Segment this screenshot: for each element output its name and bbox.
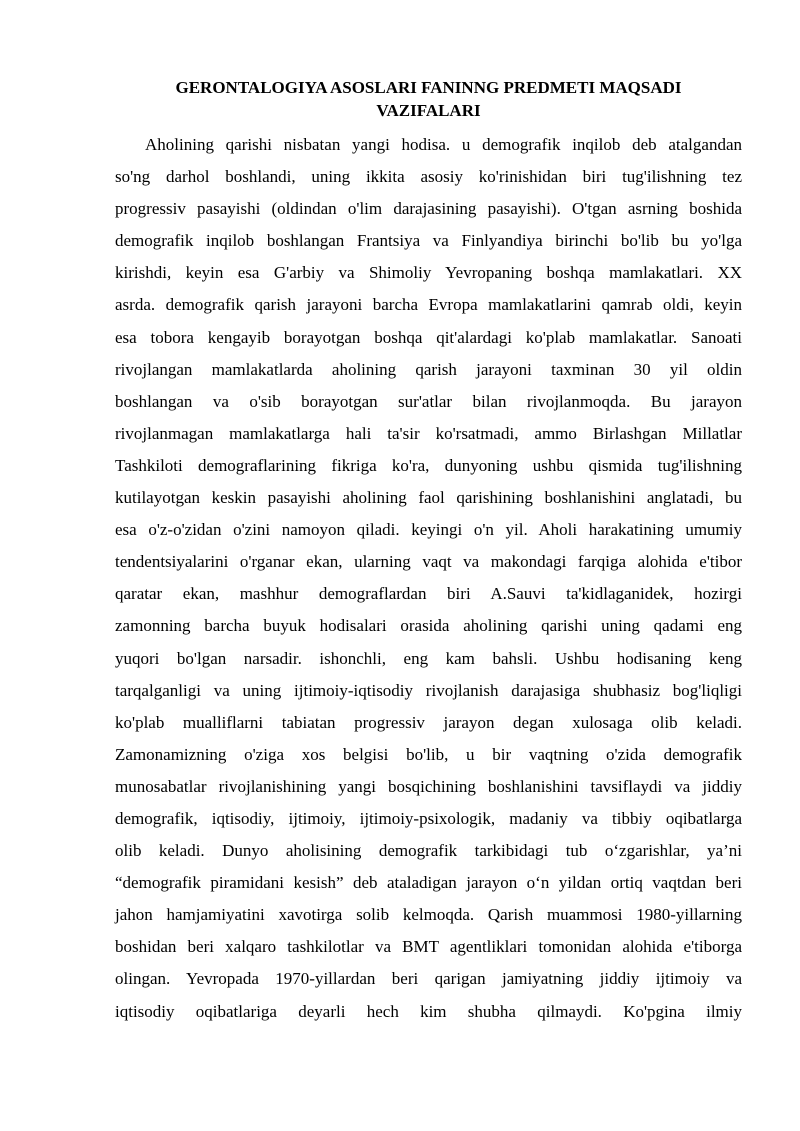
paragraph-line: boshidan beri xalqaro tashkilotlar va BMT agentliklari tomonidan alohida e'tiborga [115,937,742,957]
paragraph-line: rivojlanmagan mamlakatlarga hali ta'sir ko'rsatmadi, ammo Birlashgan Millatlar [115,423,742,443]
paragraph-line: olib keladi. Dunyo aholisining demografik tarkibidagi tub o‘zgarishlar, ya’ni [115,841,742,861]
document-title [115,76,742,122]
paragraph-line: zamonning barcha buyuk hodisalari orasida aholining qarishi uning qadami eng [115,616,742,636]
paragraph-line: esa o'z-o'zidan o'zini namoyon qiladi. keyingi o'n yil. Aholi harakatining umumiy [115,520,742,540]
paragraph-line: yuqori bo'lgan narsadir. ishonchli, eng kam bahsli. Ushbu hodisaning keng [115,648,742,668]
paragraph-line: Aholining qarishi nisbatan yangi hodisa. u demografik inqilob deb atalgandan [145,135,742,154]
paragraph-line: demografik, iqtisodiy, ijtimoiy, ijtimoiy-psixologik, madaniy va tibbiy oqibatlarga [115,808,742,828]
paragraph-line: boshlangan va o'sib borayotgan sur'atlar bilan rivojlanmoqda. Bu jarayon [115,391,742,411]
paragraph-line: so'ng darhol boshlandi, uning ikkita asosiy ko'rinishidan biri tug'ilishning tez [115,167,742,187]
paragraph-line: esa tobora kengayib borayotgan boshqa qit'alardagi ko'plab mamlakatlar. Sanoati [115,327,742,347]
paragraph-line: Zamonamizning o'ziga xos belgisi bo'lib, u bir vaqtning o'zida demografik [115,744,742,764]
paragraph-line: munosabatlar rivojlanishining yangi bosqichining boshlanishini tavsiflaydi va jiddiy [115,776,742,796]
paragraph-line: asrda. demografik qarish jarayoni barcha Evropa mamlakatlarini qamrab oldi, keyin [115,295,742,315]
paragraph-line: olingan. Yevropada 1970-yillardan beri qarigan jamiyatning jiddiy ijtimoiy va [115,969,742,989]
paragraph-line: “demografik piramidani kesish” deb ataladigan jarayon o‘n yildan ortiq vaqtdan beri [115,873,742,893]
title-line-1: GERONTALOGIYA ASOSLARI FANINNG PREDMETI MAQSADI [175,78,682,97]
paragraph-line: demografik inqilob boshlangan Frantsiya va Finlyandiya birinchi bo'lib bu yo'lga [115,231,742,251]
paragraph-line: kutilayotgan keskin pasayishi aholining faol qarishining boshlanishini anglatadi, bu [115,488,742,508]
paragraph-line: tendentsiyalarini o'rganar ekan, ularning vaqt va makondagi farqiga alohida e'tibor [115,552,742,572]
paragraph-line: Tashkiloti demograflarining fikriga ko'ra, dunyoning ushbu qismida tug'ilishning [115,455,742,475]
paragraph-line: tarqalganligi va uning ijtimoiy-iqtisodiy rivojlanish darajasiga shubhasiz bog'liqligi [115,680,742,700]
paragraph-line: ko'plab mualliflarni tabiatan progressiv jarayon degan xulosaga olib keladi. [115,712,742,732]
paragraph-line: qaratar ekan, mashhur demograflardan biri A.Sauvi ta'kidlaganidek, hozirgi [115,584,742,604]
paragraph-line: jahon hamjamiyatini xavotirga solib kelmoqda. Qarish muammosi 1980-yillarning [115,905,742,925]
paragraph-line: rivojlangan mamlakatlarda aholining qarish jarayoni taxminan 30 yil oldin [115,359,742,379]
paragraph-line: kirishdi, keyin esa G'arbiy va Shimoliy Yevropaning boshqa mamlakatlari. XX [115,263,742,283]
paragraph-line: progressiv pasayishi (oldindan o'lim darajasining pasayishi). O'tgan asrning boshida [115,199,742,219]
body-paragraph [115,129,742,1028]
title-line-2: VAZIFALARI [376,101,481,120]
paragraph-line: iqtisodiy oqibatlariga deyarli hech kim shubha qilmaydi. Ko'pgina ilmiy [115,1001,742,1021]
